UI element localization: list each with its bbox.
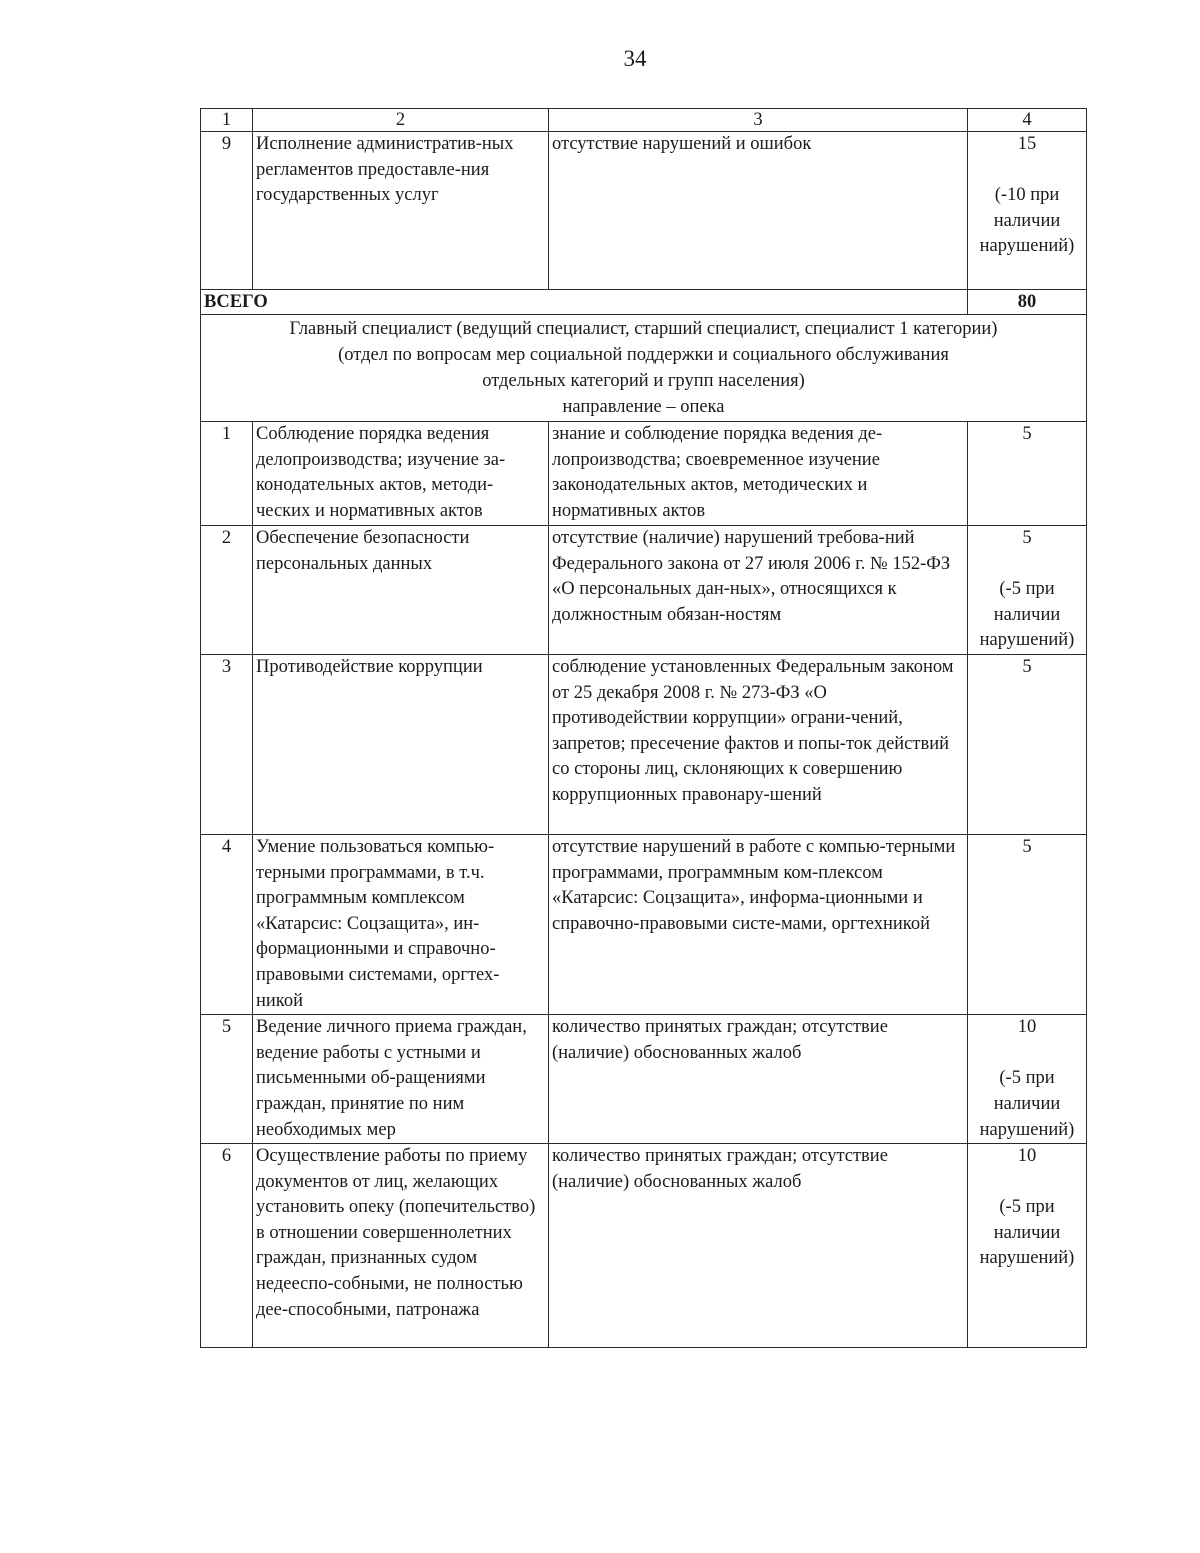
header-cell-1: 1 (201, 109, 253, 132)
points-value: 5 (1022, 424, 1032, 444)
points-value: 5 (1022, 528, 1032, 548)
row-number: 4 (201, 834, 253, 1014)
table-header-row (201, 109, 1087, 132)
points-cell (968, 654, 1087, 834)
table-row (201, 422, 1087, 526)
total-label: ВСЕГО (201, 290, 968, 315)
header-cell-3: 3 (549, 109, 968, 132)
indicator-criterion: знание и соблюдение порядка ведения де-лопроизводства; своевременное изучение законодательных актов, методических и нормативных актов (549, 422, 968, 526)
section-department-cont: отдельных категорий и групп населения) (482, 371, 805, 391)
header-cell-4: 4 (968, 109, 1087, 132)
points-note: (-10 при наличии нарушений) (979, 185, 1075, 257)
points-cell (968, 1015, 1087, 1144)
points-cell (968, 834, 1087, 1014)
table-row (201, 834, 1087, 1014)
table-row (201, 1015, 1087, 1144)
points-cell (968, 132, 1087, 290)
section-department: (отдел по вопросам мер социальной поддержки и социального обслуживания (338, 345, 949, 365)
indicator-criterion: количество принятых граждан; отсутствие (наличие) обоснованных жалоб (549, 1015, 968, 1144)
points-value: 5 (1022, 836, 1032, 857)
indicator-criterion: отсутствие нарушений и ошибок (549, 132, 968, 290)
table-row (201, 132, 1087, 290)
points-note: (-5 при наличии нарушений) (979, 1068, 1075, 1140)
points-note: (-5 при наличии нарушений) (979, 579, 1075, 651)
indicator-name: Ведение личного приема граждан, ведение работы с устными и письменными об-ращениями граждан, принятие по ним необходимых мер (253, 1015, 549, 1144)
indicator-name: Исполнение административ-ных регламентов предоставле-ния государственных услуг (253, 132, 549, 290)
points-value: 10 (1017, 1146, 1037, 1167)
total-row (201, 290, 1087, 315)
points-cell (968, 526, 1087, 655)
table-row (201, 654, 1087, 834)
row-number: 6 (201, 1144, 253, 1348)
indicator-name: Обеспечение безопасности персональных данных (253, 526, 549, 655)
section-header (201, 315, 1087, 422)
row-number: 9 (201, 132, 253, 290)
section-title: Главный специалист (ведущий специалист, старший специалист, специалист 1 категории) (289, 319, 998, 339)
section-header-row (201, 315, 1087, 422)
indicator-name: Противодействие коррупции (253, 654, 549, 834)
page-number: 34 (623, 46, 647, 71)
row-number: 2 (201, 526, 253, 655)
indicator-criterion: количество принятых граждан; отсутствие (наличие) обоснованных жалоб (549, 1144, 968, 1348)
indicator-name: Осуществление работы по приему документов от лиц, желающих установить опеку (попечительство) в отношении совершеннолетних граждан, признанных судом недееспо-собными, не полностью дее-способными, патронажа (253, 1144, 549, 1348)
points-cell (968, 1144, 1087, 1348)
indicator-name: Соблюдение порядка ведения делопроизводства; изучение за-конодательных актов, методи-ческих и нормативных актов (253, 422, 549, 526)
points-note: (-5 при наличии нарушений) (979, 1197, 1075, 1269)
indicator-criterion: отсутствие (наличие) нарушений требова-ний Федерального закона от 27 июля 2006 г. № 152-ФЗ «О персональных дан-ных», относящихся к должностным обязан-ностям (549, 526, 968, 655)
section-direction: направление – опека (562, 397, 725, 417)
table-row (201, 526, 1087, 655)
indicator-name: Умение пользоваться компью-терными программами, в т.ч. программным комплексом «Катарсис: Соцзащита», ин-формационными и справочно-правовыми системами, оргтех-никой (253, 834, 549, 1014)
indicator-criterion: отсутствие нарушений в работе с компью-терными программами, программным ком-плексом «Катарсис: Соцзащита», информа-ционными и справочно-правовыми систе-мами, оргтехникой (549, 834, 968, 1014)
total-value: 80 (968, 290, 1087, 315)
table-row (201, 1144, 1087, 1348)
points-value: 5 (1022, 656, 1032, 677)
row-number: 5 (201, 1015, 253, 1144)
points-value: 15 (1017, 134, 1037, 154)
indicator-criterion: соблюдение установленных Федеральным законом от 25 декабря 2008 г. № 273-ФЗ «О противодействии коррупции» ограни-чений, запретов; пресечение фактов и попы-ток действий со стороны лиц, склоняющих к совершению коррупционных правонару-шений (549, 654, 968, 834)
row-number: 1 (201, 422, 253, 526)
header-cell-2: 2 (253, 109, 549, 132)
criteria-table (200, 108, 1087, 1348)
points-value: 10 (1017, 1017, 1037, 1038)
row-number: 3 (201, 654, 253, 834)
points-cell (968, 422, 1087, 526)
